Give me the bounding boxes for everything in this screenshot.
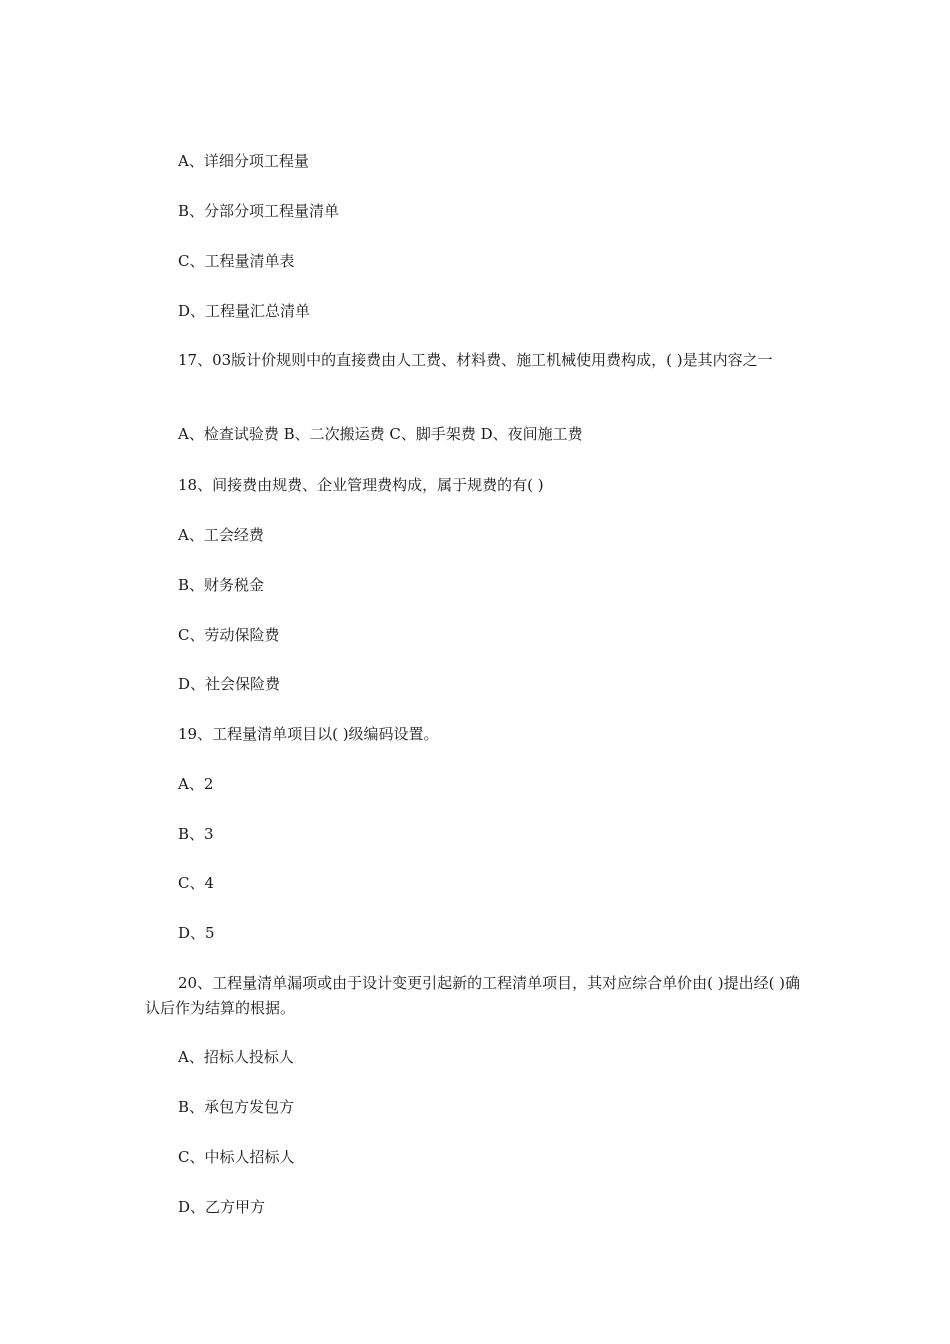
option-b-q20: B、承包方发包方 xyxy=(178,1098,295,1116)
option-a-q16: A、详细分项工程量 xyxy=(178,152,309,170)
option-c-q20: C、中标人招标人 xyxy=(178,1148,295,1166)
option-c-q18: C、劳动保险费 xyxy=(178,626,280,644)
question-18: 18、间接费由规费、企业管理费构成，属于规费的有( ) xyxy=(178,476,544,494)
option-c-q16: C、工程量清单表 xyxy=(178,252,295,270)
option-a-q20: A、招标人投标人 xyxy=(178,1048,294,1066)
option-b-q19: B、3 xyxy=(178,825,214,843)
option-a-q19: A、2 xyxy=(178,775,214,793)
option-c-q19: C、4 xyxy=(178,874,215,892)
option-d-q16: D、工程量汇总清单 xyxy=(178,302,311,320)
option-b-q16: B、分部分项工程量清单 xyxy=(178,202,340,220)
option-d-q18: D、社会保险费 xyxy=(178,675,281,693)
options-q17: A、检查试验费 B、二次搬运费 C、脚手架费 D、夜间施工费 xyxy=(178,425,583,443)
option-d-q20: D、乙方甲方 xyxy=(178,1198,266,1216)
option-b-q18: B、财务税金 xyxy=(178,576,265,594)
question-20: 20、工程量清单漏项或由于设计变更引起新的工程清单项目，其对应综合单价由( )提出经( )确认后作为结算的根据。 xyxy=(145,974,801,1017)
option-d-q19: D、5 xyxy=(178,924,215,942)
option-a-q18: A、工会经费 xyxy=(178,526,264,544)
question-17: 17、03版计价规则中的直接费由人工费、材料费、施工机械使用费构成，( )是其内容之一 xyxy=(178,351,773,369)
question-19: 19、工程量清单项目以( )级编码设置。 xyxy=(178,725,439,743)
